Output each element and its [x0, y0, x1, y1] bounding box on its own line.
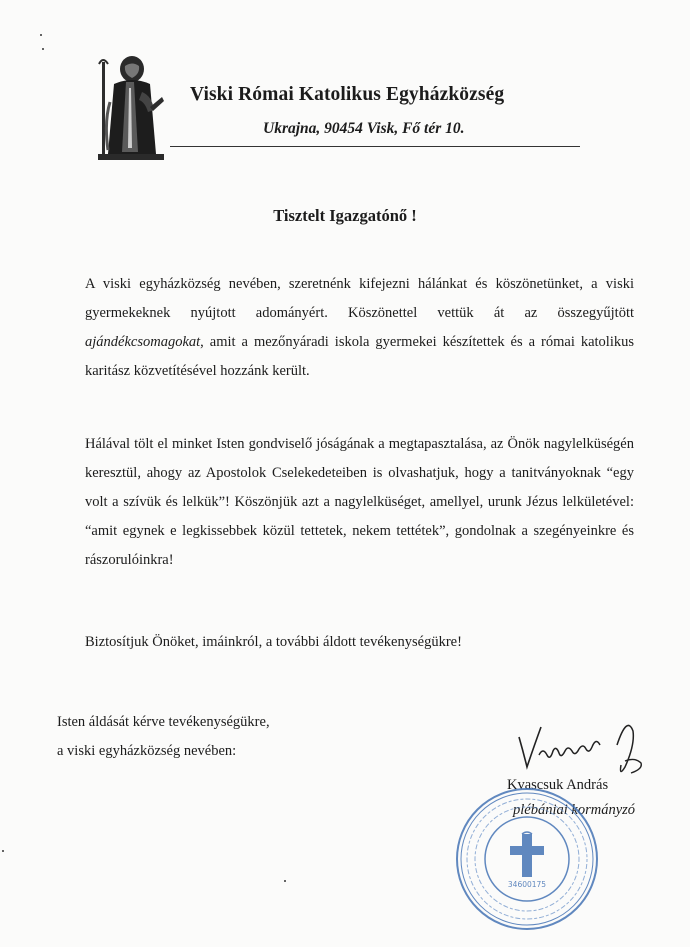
paragraph-1-text-start: A viski egyházközség nevében, szeretnénk kifejezni hálánkat és köszönetünket, a viski gyermekeknek nyújtott adományért. Köszönettel vettük át az összegyűjtött — [85, 276, 634, 321]
header-divider — [170, 146, 580, 147]
saint-logo-icon — [92, 52, 166, 166]
org-name: Viski Római Katolikus Egyházközség — [190, 84, 505, 105]
scan-speck — [42, 48, 44, 50]
closing-line-2: a viski egyházközség nevében: — [57, 743, 237, 759]
parish-stamp-icon — [452, 784, 602, 934]
paragraph-2-text: Hálával tölt el minket Isten gondviselő jóságának a megtapasztalása, az Önök nagylelküségén keresztül, ahogy az Apostolok Cselekedeteiben is olvashatjuk, hogy a tanitványoknak “egy volt a szívük és lelkük”! Köszönjük azt a nagylelküséget, amellyel, urunk Jézus lelkületével: “amit egynek e legkissebbek közül tettetek, nekem tettétek”, gondolnak a szegényeinkre és rászorulóinkra! — [85, 436, 634, 568]
paragraph-1 — [85, 270, 634, 386]
org-address: Ukrajna, 90454 Visk, Fő tér 10. — [263, 120, 465, 137]
signer-name: Kvascsuk András — [507, 777, 609, 793]
paragraph-2 — [85, 430, 634, 575]
salutation: Tisztelt Igazgatónő ! — [273, 206, 417, 225]
stamp-number: 34600175 — [507, 880, 547, 889]
paragraph-3 — [85, 628, 634, 657]
scan-speck — [2, 850, 4, 852]
closing-line-1: Isten áldását kérve tevékenységükre, — [57, 714, 270, 730]
handwritten-signature — [505, 715, 655, 785]
paragraph-1-italic: ajándékcsomagokat — [85, 334, 201, 350]
paragraph-1-text-end: , amit a mezőnyáradi iskola gyermekei készítettek és a római katolikus karitász közvetítésével hozzánk került. — [85, 334, 634, 379]
signer-title: plébániai kormányzó — [513, 802, 636, 818]
closing-block — [57, 708, 270, 766]
paragraph-3-text: Biztosítjuk Önöket, imáinkról, a további áldott tevékenységükre! — [85, 634, 462, 650]
scan-speck — [284, 880, 286, 882]
scan-speck — [40, 34, 42, 36]
